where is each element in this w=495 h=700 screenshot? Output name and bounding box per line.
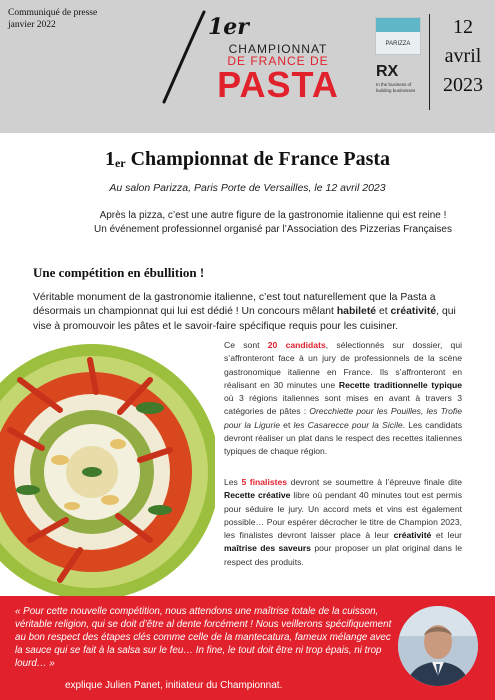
event-date-day: 12 xyxy=(453,16,473,38)
logo-line-pasta: PASTA xyxy=(217,64,339,105)
p1-bold-recette: Recette traditionnelle typique xyxy=(338,379,462,390)
candidates-paragraph xyxy=(224,339,462,459)
logo-ordinal: 1er xyxy=(208,14,249,40)
p2-highlight-finalistes: 5 finalistes xyxy=(241,477,288,487)
event-date xyxy=(432,13,494,100)
logo-line-de-france: DE FRANCE DE xyxy=(227,54,329,68)
header-divider xyxy=(429,14,430,110)
intro-paragraph xyxy=(33,291,468,334)
intro-text-3: , qui vise à promouvoir les pâtes et le savoir-faire spécifique requis pour les cuisiner. xyxy=(33,306,456,332)
title-ordinal: 1 xyxy=(104,148,115,170)
header-band xyxy=(0,0,495,133)
section-heading: Une compétition en ébullition ! xyxy=(33,265,205,280)
rx-tagline: In the business of building businesses xyxy=(376,82,416,93)
finalists-paragraph xyxy=(224,476,462,569)
p1-italic-pates-1: Orecchiette pour les Pouilles, les Trofie pour la Ligurie xyxy=(224,406,462,430)
intro-bold-habilete: habileté xyxy=(336,306,377,318)
parizza-logo-text: PARIZZA xyxy=(385,41,411,47)
rx-logo: RX xyxy=(376,63,399,80)
p1-text-5: . Les candidats devront réaliser un plat dans le respect des recettes italiennes typiques de chaque région. xyxy=(224,419,462,457)
p1-text-3: où 3 régions italiennes sont mises en avant à travers 3 catégories de pâtes : xyxy=(224,393,462,417)
event-date-month: avril xyxy=(444,45,482,67)
p2-bold-saveurs: maîtrise des saveurs xyxy=(224,543,311,554)
avatar xyxy=(398,606,478,686)
press-release-title: Communiqué de presse xyxy=(8,8,98,18)
quote-text: « Pour cette nouvelle compétition, nous attendons une maîtrise totale de la cuisson, véritable religion, qui se doit d’être al dente forcément ! Nous veillerons spécifiquement au bon respect des étapes clés comme celle de la mantecatura, fameux mélange avec la sauce qui se fait à la salsa sur le feu… In fine, le tout doit être ni trop épais, ni trop lourd… » xyxy=(15,606,392,669)
p1-highlight-candidats: 20 candidats xyxy=(267,340,326,350)
title-ordinal-suffix: er xyxy=(114,156,126,170)
parizza-logo-band xyxy=(376,18,420,32)
press-release-date: janvier 2022 xyxy=(8,20,56,30)
p1-text-2: , sélectionnés sur dossier, qui s’affronteront face à un jury de professionnels de la scène gastronomique italienne en France. Ils s’affronteront en réalisant en 30 minutes une xyxy=(224,340,463,390)
press-release-label xyxy=(8,7,97,31)
p2-text-2: devront se soumettre à l’épreuve finale dite xyxy=(287,477,463,487)
quote-attribution: explique Julien Panet, initiateur du Championnat. xyxy=(65,680,283,691)
p2-text-3: libre où pendant 40 minutes tout est permis pour séduire le jury. Un accord mets et vins est également possible… Pour espérer décrocher le titre de Champion 2023, les finalistes devront laisser place à leur xyxy=(224,490,462,541)
logo-line-championnat: CHAMPIONNAT xyxy=(228,42,328,56)
lead-paragraph xyxy=(68,209,478,237)
lead-line-1: Après la pizza, c’est une autre figure de la gastronomie italienne qui est reine ! xyxy=(99,210,447,221)
intro-text-2: et xyxy=(376,306,391,318)
p2-bold-creativite: créativité xyxy=(393,530,432,541)
pasta-plate-image xyxy=(0,340,215,602)
p2-text-4: et leur xyxy=(431,530,462,541)
intro-bold-creativite: créativité xyxy=(390,306,437,318)
p2-text-1: Les xyxy=(224,477,242,487)
p2-text-5: pour proposer un plat original dans le respect des produits. xyxy=(224,543,462,567)
title-text: Championnat de France Pasta xyxy=(125,148,391,170)
p2-bold-recette-creative: Recette créative xyxy=(224,490,291,501)
parizza-logo xyxy=(375,17,421,55)
page-title xyxy=(0,148,495,171)
event-date-year: 2023 xyxy=(443,74,483,96)
lead-line-2: Un événement professionnel organisé par l’Association des Pizzerias Françaises xyxy=(94,224,452,235)
page-subtitle: Au salon Parizza, Paris Porte de Versailles, le 12 avril 2023 xyxy=(109,182,386,194)
intro-text-1: Véritable monument de la gastronomie italienne, c’est tout naturellement que la Pasta a désormais un championnat qui lui est dédié ! Un concours mêlant xyxy=(33,292,436,318)
p1-italic-pates-2: les Casarecce pour la Sicile xyxy=(293,419,403,430)
p1-text-1: Ce sont xyxy=(224,340,268,350)
p1-text-4: et xyxy=(280,419,294,430)
championship-logo xyxy=(160,8,360,108)
